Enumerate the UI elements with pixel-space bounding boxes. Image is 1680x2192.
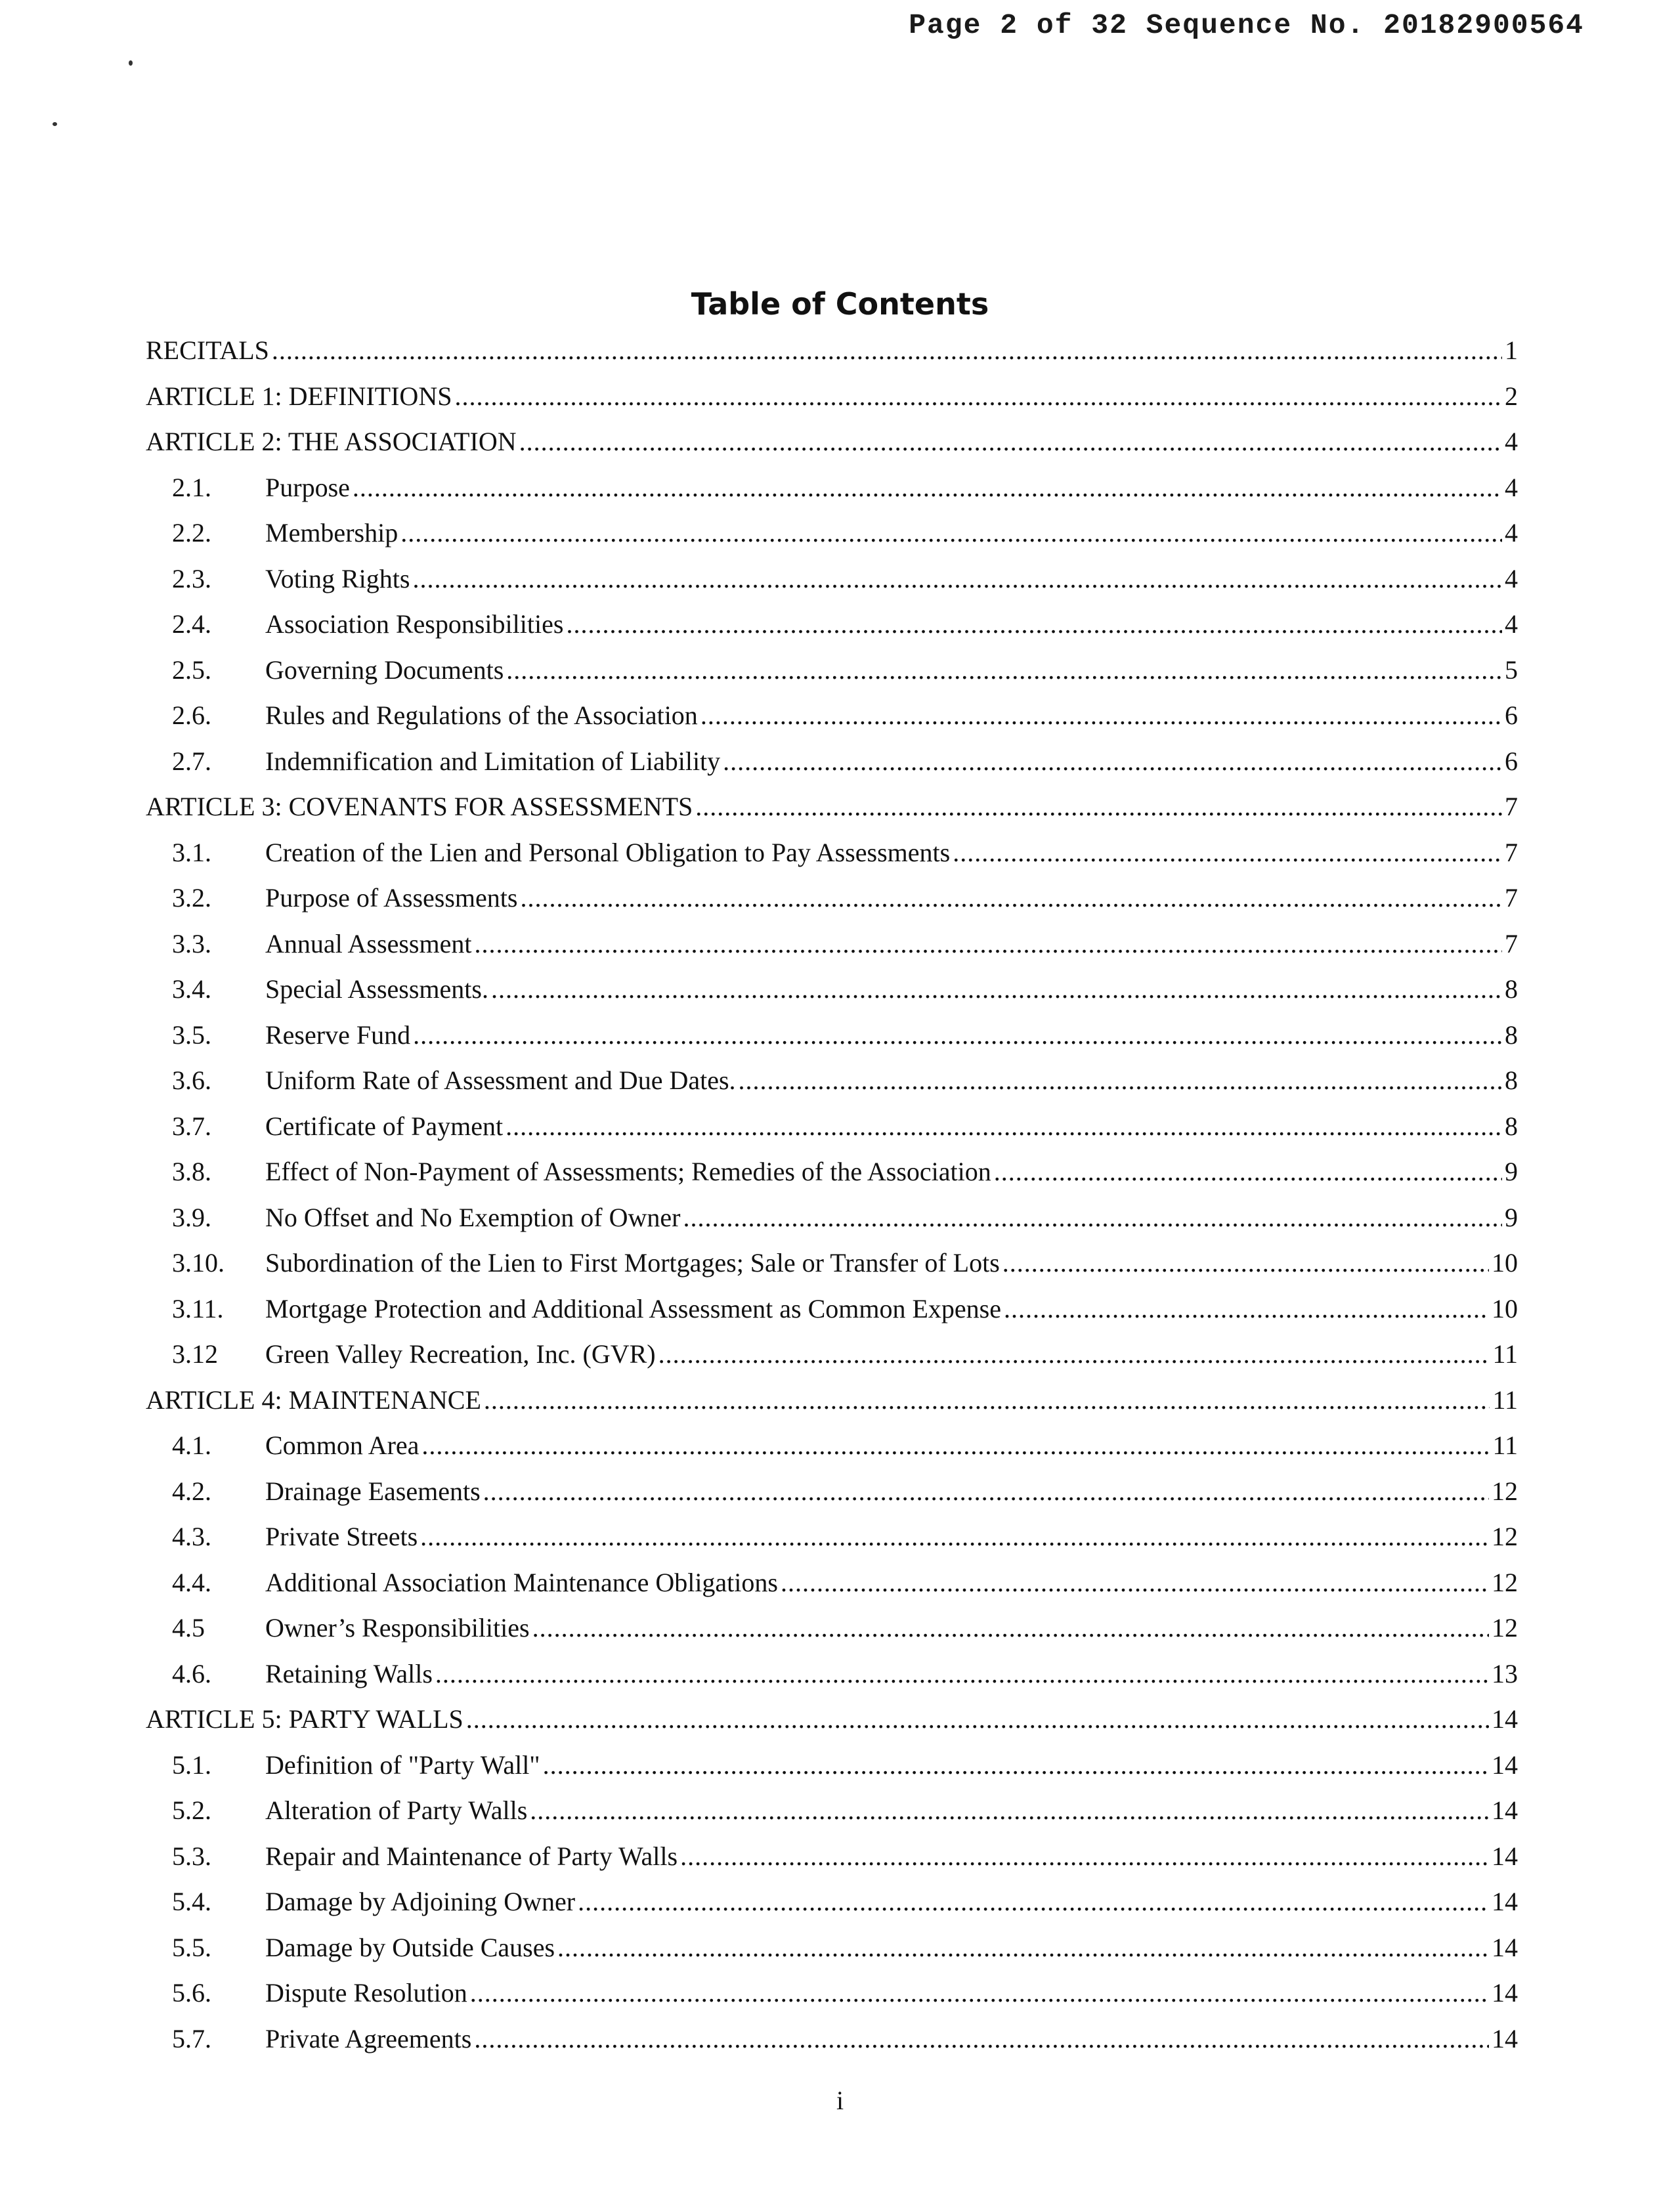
dot-leader	[413, 1020, 1502, 1050]
toc-entry-title: Purpose	[265, 472, 350, 502]
toc-entry-page: 7	[1505, 883, 1518, 913]
toc-entry-title: Annual Assessment	[265, 928, 472, 958]
toc-entry-number: 2.2.	[172, 518, 211, 548]
toc-entry	[146, 1886, 1518, 1932]
toc-entry-page: 8	[1505, 1065, 1518, 1095]
toc-entry	[146, 2023, 1518, 2069]
dot-leader	[412, 563, 1502, 594]
toc-entry-title: Subordination of the Lien to First Mortgages; Sale or Transfer of Lots	[265, 1248, 1000, 1278]
dot-leader	[272, 335, 1502, 366]
toc-entry-page: 11	[1492, 1430, 1518, 1460]
toc-entry	[146, 1658, 1518, 1704]
toc-entry	[146, 1841, 1518, 1887]
toc-entry-title: ARTICLE 1: DEFINITIONS	[146, 381, 452, 411]
dot-leader	[683, 1202, 1502, 1233]
toc-entry-page: 14	[1492, 1932, 1518, 1962]
toc-entry	[146, 1430, 1518, 1476]
dot-leader	[491, 974, 1502, 1004]
toc-entry-number: 4.5	[172, 1613, 205, 1643]
toc-entry	[146, 1567, 1518, 1613]
toc-entry-title: Voting Rights	[265, 563, 410, 593]
dot-leader	[658, 1339, 1490, 1369]
toc-entry	[146, 1476, 1518, 1522]
toc-entry	[146, 563, 1518, 609]
toc-entry-page: 5	[1505, 655, 1518, 685]
toc-entry-number: 4.3.	[172, 1522, 211, 1551]
dot-leader	[1004, 1293, 1489, 1324]
dot-leader	[421, 1430, 1490, 1461]
toc-entry-number: 2.6.	[172, 700, 211, 730]
toc-entry	[146, 700, 1518, 746]
toc-entry	[146, 837, 1518, 883]
toc-entry	[146, 1385, 1518, 1430]
dot-leader	[506, 1111, 1502, 1142]
toc-entry	[146, 746, 1518, 792]
toc-entry-title: RECITALS	[146, 335, 269, 365]
dot-leader	[994, 1156, 1502, 1187]
toc-entry-page: 14	[1492, 1795, 1518, 1825]
toc-entry-page: 2	[1505, 381, 1518, 411]
toc-entry-number: 5.2.	[172, 1795, 211, 1825]
dot-leader	[566, 609, 1502, 639]
toc-entry-title: Governing Documents	[265, 655, 504, 685]
toc-entry	[146, 974, 1518, 1020]
dot-leader	[483, 1476, 1489, 1507]
toc-entry	[146, 1293, 1518, 1339]
toc-entry-title: Dispute Resolution	[265, 1978, 467, 2008]
dot-leader	[781, 1567, 1489, 1598]
dot-leader	[557, 1932, 1489, 1963]
toc-entry-page: 14	[1492, 1841, 1518, 1871]
dot-leader	[470, 1977, 1489, 2008]
toc-entry	[146, 1750, 1518, 1795]
toc-entry-number: 4.6.	[172, 1658, 211, 1688]
dot-leader	[723, 746, 1502, 777]
toc-entry-number: 4.2.	[172, 1476, 211, 1506]
toc-entry	[146, 1247, 1518, 1293]
toc-entry-number: 3.5.	[172, 1020, 211, 1050]
toc-entry-title: Indemnification and Limitation of Liability	[265, 746, 721, 776]
page-header-sequence: Page 2 of 32 Sequence No. 20182900564	[909, 9, 1584, 41]
toc-entry-title: Private Streets	[265, 1522, 418, 1551]
toc-entry-page: 4	[1505, 427, 1518, 456]
toc-entry-page: 4	[1505, 518, 1518, 548]
toc-entry-title: Drainage Easements	[265, 1476, 481, 1506]
toc-entry-page: 4	[1505, 472, 1518, 502]
toc-entry-page: 1	[1505, 335, 1518, 365]
dot-leader	[953, 837, 1502, 868]
toc-entry-number: 3.10.	[172, 1248, 225, 1278]
dot-leader	[739, 1065, 1502, 1096]
dot-leader	[695, 791, 1502, 822]
toc-entry-number: 3.7.	[172, 1111, 211, 1141]
toc-entry-title: Association Responsibilities	[265, 609, 564, 639]
toc-entry-title: No Offset and No Exemption of Owner	[265, 1202, 681, 1232]
dot-leader	[680, 1841, 1489, 1872]
toc-entry-number: 2.7.	[172, 746, 211, 776]
toc-entry	[146, 1932, 1518, 1978]
dot-leader	[543, 1750, 1489, 1780]
toc-entry-page: 10	[1492, 1293, 1518, 1323]
toc-entry-page: 12	[1492, 1613, 1518, 1643]
toc-entry-title: Damage by Outside Causes	[265, 1932, 555, 1962]
dot-leader	[506, 655, 1502, 685]
toc-entry-page: 7	[1505, 837, 1518, 867]
toc-entry-page: 4	[1505, 563, 1518, 593]
toc-entry-title: Membership	[265, 518, 398, 548]
toc-entry	[146, 1111, 1518, 1157]
toc-entry-title: ARTICLE 2: THE ASSOCIATION	[146, 427, 517, 456]
toc-entry-title: Certificate of Payment	[265, 1111, 504, 1141]
dot-leader	[519, 426, 1502, 457]
toc-entry	[146, 381, 1518, 427]
toc-entry-title: Green Valley Recreation, Inc. (GVR)	[265, 1339, 656, 1369]
table-of-contents	[146, 335, 1518, 2069]
toc-entry-title: Mortgage Protection and Additional Assessment as Common Expense	[265, 1293, 1001, 1323]
toc-entry-title: ARTICLE 4: MAINTENANCE	[146, 1385, 481, 1415]
toc-entry	[146, 1704, 1518, 1750]
toc-entry-title: Common Area	[265, 1430, 420, 1460]
toc-entry	[146, 1156, 1518, 1202]
toc-entry-page: 8	[1505, 1020, 1518, 1050]
toc-entry	[146, 1977, 1518, 2023]
toc-entry-page: 11	[1492, 1385, 1518, 1415]
toc-entry-page: 4	[1505, 609, 1518, 639]
toc-entry-number: 3.2.	[172, 883, 211, 913]
toc-entry-title: Private Agreements	[265, 2023, 472, 2053]
toc-entry-page: 14	[1492, 1750, 1518, 1780]
toc-entry	[146, 517, 1518, 563]
toc-entry-title: Additional Association Maintenance Obligations	[265, 1567, 778, 1597]
toc-entry-page: 9	[1505, 1202, 1518, 1232]
toc-entry-page: 7	[1505, 792, 1518, 821]
toc-entry-number: 3.3.	[172, 928, 211, 958]
toc-entry-page: 14	[1492, 1978, 1518, 2008]
toc-entry	[146, 335, 1518, 381]
dot-leader	[420, 1521, 1489, 1552]
toc-entry-number: 2.1.	[172, 472, 211, 502]
toc-entry-title: Purpose of Assessments	[265, 883, 518, 913]
toc-entry-number: 5.1.	[172, 1750, 211, 1780]
toc-entry-title: Special Assessments.	[265, 974, 488, 1004]
toc-entry	[146, 1521, 1518, 1567]
dot-leader	[435, 1658, 1489, 1689]
toc-entry-number: 3.4.	[172, 974, 211, 1004]
toc-entry-title: Damage by Adjoining Owner	[265, 1887, 576, 1916]
toc-entry-title: ARTICLE 3: COVENANTS FOR ASSESSMENTS	[146, 792, 693, 821]
toc-entry	[146, 609, 1518, 655]
dot-leader	[578, 1886, 1489, 1917]
toc-entry-title: Creation of the Lien and Personal Obligation to Pay Assessments	[265, 837, 951, 867]
page-footer-number: i	[836, 2086, 844, 2115]
toc-entry-number: 4.1.	[172, 1430, 211, 1460]
toc-entry-title: Repair and Maintenance of Party Walls	[265, 1841, 678, 1871]
toc-entry-number: 3.8.	[172, 1157, 211, 1186]
scan-speck	[53, 122, 57, 126]
toc-entry-title: Effect of Non-Payment of Assessments; Remedies of the Association	[265, 1157, 991, 1186]
toc-entry-number: 5.6.	[172, 1978, 211, 2008]
toc-entry-title: Uniform Rate of Assessment and Due Dates.	[265, 1065, 736, 1095]
toc-entry	[146, 655, 1518, 700]
dot-leader	[530, 1795, 1489, 1826]
toc-entry-number: 3.12	[172, 1339, 218, 1369]
dot-leader	[532, 1612, 1489, 1643]
toc-entry-page: 13	[1492, 1658, 1518, 1688]
toc-entry-page: 6	[1505, 700, 1518, 730]
toc-entry	[146, 1339, 1518, 1385]
scan-speck	[129, 60, 133, 66]
toc-entry-number: 5.4.	[172, 1887, 211, 1916]
toc-entry-page: 6	[1505, 746, 1518, 776]
toc-entry-page: 9	[1505, 1157, 1518, 1186]
toc-entry	[146, 882, 1518, 928]
toc-entry	[146, 472, 1518, 518]
toc-entry-number: 4.4.	[172, 1567, 211, 1597]
dot-leader	[400, 517, 1502, 548]
toc-entry	[146, 1202, 1518, 1248]
toc-entry	[146, 1795, 1518, 1841]
toc-entry-title: ARTICLE 5: PARTY WALLS	[146, 1704, 463, 1734]
toc-entry-number: 3.9.	[172, 1202, 211, 1232]
toc-entry-title: Alteration of Party Walls	[265, 1795, 528, 1825]
dot-leader	[474, 2023, 1489, 2054]
toc-entry-page: 14	[1492, 1704, 1518, 1734]
dot-leader	[1002, 1247, 1489, 1278]
toc-entry-page: 10	[1492, 1248, 1518, 1278]
toc-entry-number: 5.3.	[172, 1841, 211, 1871]
dot-leader	[454, 381, 1502, 412]
dot-leader	[520, 882, 1502, 913]
toc-entry-number: 3.11.	[172, 1293, 224, 1323]
toc-entry-number: 5.5.	[172, 1932, 211, 1962]
toc-entry-page: 12	[1492, 1567, 1518, 1597]
toc-entry-number: 2.5.	[172, 655, 211, 685]
toc-entry-title: Retaining Walls	[265, 1658, 433, 1688]
toc-title: Table of Contents	[691, 286, 989, 322]
dot-leader	[353, 472, 1502, 503]
toc-entry-page: 14	[1492, 1887, 1518, 1916]
toc-entry-page: 7	[1505, 928, 1518, 958]
toc-entry-title: Reserve Fund	[265, 1020, 411, 1050]
toc-entry	[146, 426, 1518, 472]
toc-entry	[146, 1612, 1518, 1658]
dot-leader	[484, 1385, 1490, 1415]
toc-entry	[146, 928, 1518, 974]
dot-leader	[474, 928, 1502, 959]
toc-entry-title: Owner’s Responsibilities	[265, 1613, 530, 1643]
toc-entry	[146, 1020, 1518, 1065]
toc-entry-page: 8	[1505, 1111, 1518, 1141]
toc-entry-number: 3.1.	[172, 837, 211, 867]
toc-entry-number: 2.4.	[172, 609, 211, 639]
toc-entry-page: 8	[1505, 974, 1518, 1004]
toc-entry-number: 5.7.	[172, 2023, 211, 2053]
toc-entry	[146, 791, 1518, 837]
toc-entry	[146, 1065, 1518, 1111]
toc-entry-number: 3.6.	[172, 1065, 211, 1095]
toc-entry-title: Rules and Regulations of the Association	[265, 700, 698, 730]
toc-entry-page: 11	[1492, 1339, 1518, 1369]
dot-leader	[466, 1704, 1489, 1734]
dot-leader	[700, 700, 1502, 731]
toc-entry-page: 12	[1492, 1522, 1518, 1551]
toc-entry-title: Definition of "Party Wall"	[265, 1750, 540, 1780]
toc-entry-number: 2.3.	[172, 563, 211, 593]
toc-entry-page: 14	[1492, 2023, 1518, 2053]
toc-entry-page: 12	[1492, 1476, 1518, 1506]
